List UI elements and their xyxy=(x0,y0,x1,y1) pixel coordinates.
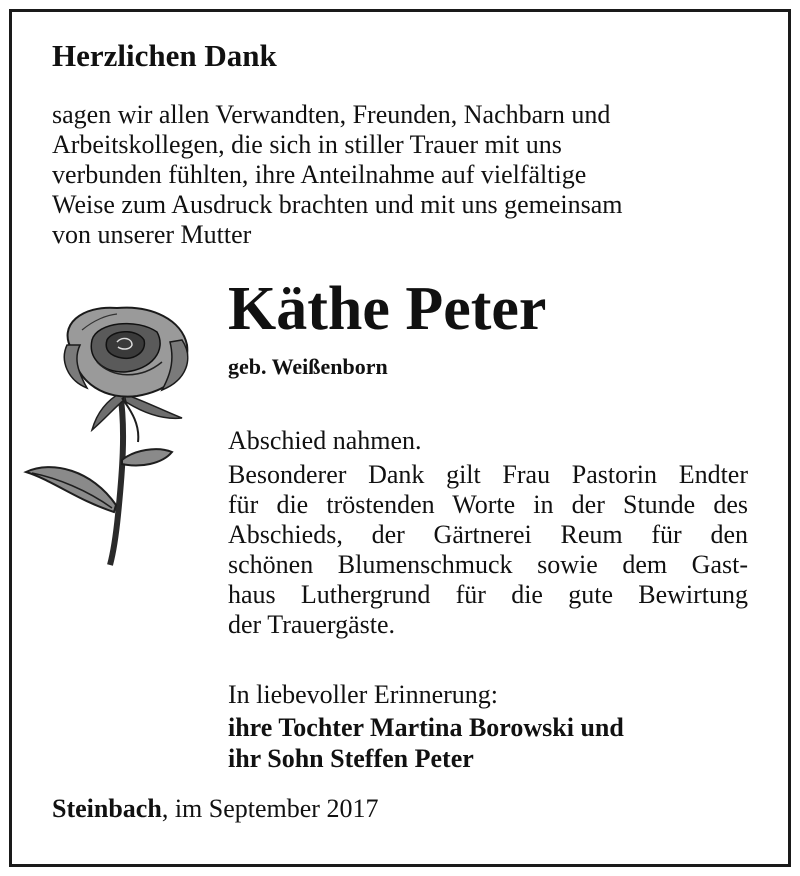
thanks-line: schönen Blumenschmuck sowie dem Gast- xyxy=(228,550,748,579)
intro-line: von unserer Mutter xyxy=(52,220,252,249)
intro-line: sagen wir allen Verwandten, Freunden, Nachbarn und xyxy=(52,100,611,129)
intro-line: Arbeitskollegen, die sich in stiller Trauer mit uns xyxy=(52,130,562,159)
rose-icon xyxy=(22,300,222,570)
intro-line: verbunden fühlten, ihre Anteilnahme auf vielfältige xyxy=(52,160,587,189)
notice-heading: Herzlichen Dank xyxy=(52,38,277,73)
thanks-text xyxy=(228,460,748,640)
deceased-name: Käthe Peter xyxy=(228,275,547,343)
thanks-line: Besonderer Dank gilt Frau Pastorin Endter xyxy=(228,460,748,489)
date-text: , im September 2017 xyxy=(161,794,379,823)
thanks-line: haus Luthergrund für die gute Bewirtung xyxy=(228,580,748,609)
place-name: Steinbach xyxy=(52,794,162,823)
signers xyxy=(228,712,624,774)
thanks-line: Abschieds, der Gärtnerei Reum für den xyxy=(228,520,748,549)
thanks-line: der Trauergäste. xyxy=(228,610,396,639)
intro-line: Weise zum Ausdruck brachten und mit uns gemeinsam xyxy=(52,190,623,219)
memory-line: In liebevoller Erinnerung: xyxy=(228,680,499,709)
place-date xyxy=(52,794,378,824)
signer-line: ihre Tochter Martina Borowski und xyxy=(228,713,624,742)
thanks-line: für die tröstenden Worte in der Stunde des xyxy=(228,490,748,519)
maiden-name: geb. Weißenborn xyxy=(228,354,388,379)
signer-line: ihr Sohn Steffen Peter xyxy=(228,744,474,773)
farewell-text: Abschied nahmen. xyxy=(228,426,422,455)
intro-text xyxy=(52,100,752,250)
